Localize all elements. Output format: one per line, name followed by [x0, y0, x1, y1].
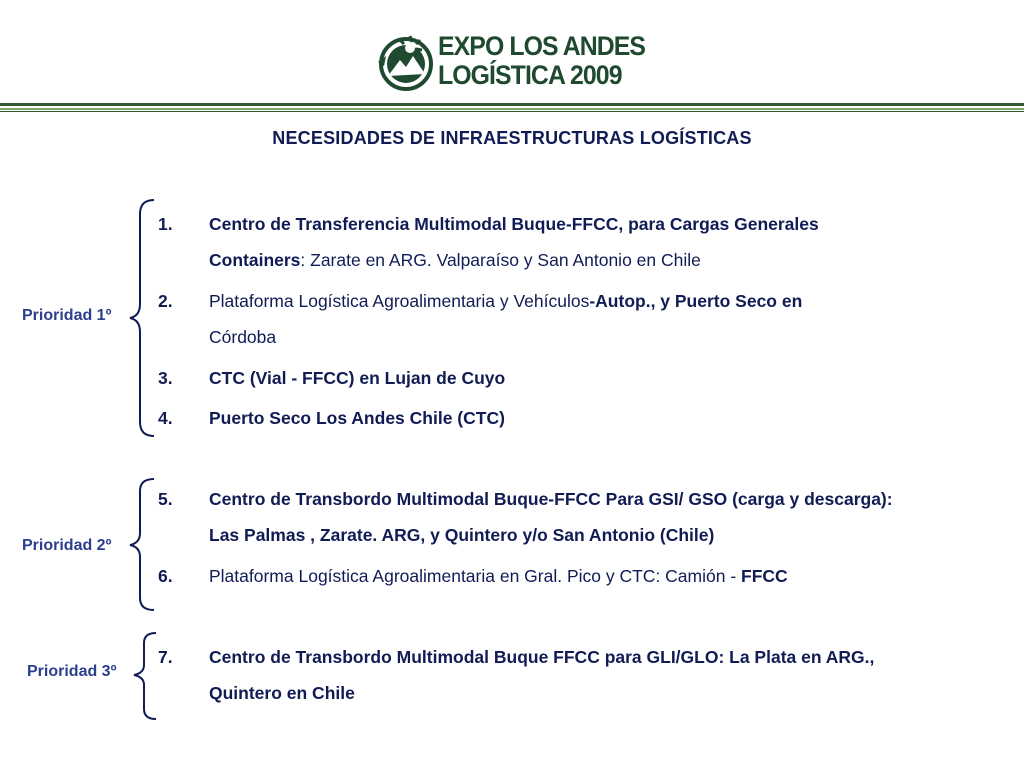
- item-number: 4.: [158, 408, 173, 428]
- item-text: Plataforma Logística Agroalimentaria y Vehículos: [209, 291, 590, 311]
- expo-logo: [376, 30, 646, 96]
- item-line: Centro de Transbordo Multimodal Buque-FFCC Para GSI/ GSO (carga y descarga):: [209, 489, 893, 509]
- slide-title: NECESIDADES DE INFRAESTRUCTURAS LOGÍSTICAS: [272, 128, 752, 148]
- item-text: : Zarate en ARG. Valparaíso y San Antonio en Chile: [300, 250, 701, 270]
- item-text-bold: -Autop., y Puerto Seco en: [589, 291, 803, 311]
- item-line: Centro de Transferencia Multimodal Buque-FFCC, para Cargas Generales: [209, 214, 819, 234]
- item-line: Quintero en Chile: [209, 683, 355, 703]
- item-number: 5.: [158, 489, 173, 509]
- item-number: 6.: [158, 566, 173, 586]
- logo-line-2: LOGÍSTICA 2009: [438, 60, 622, 90]
- item-line: Centro de Transbordo Multimodal Buque FFCC para GLI/GLO: La Plata en ARG.,: [209, 647, 875, 667]
- brace-priority-3: [130, 631, 160, 721]
- priority-label-1: Prioridad 1º: [22, 307, 112, 324]
- priority-label-2: Prioridad 2º: [22, 537, 112, 554]
- item-line: Córdoba: [209, 327, 277, 347]
- item-number: 7.: [158, 647, 173, 667]
- item-line: Las Palmas , Zarate. ARG, y Quintero y/o San Antonio (Chile): [209, 525, 715, 545]
- item-text: Plataforma Logística Agroalimentaria en Gral. Pico y CTC: Camión -: [209, 566, 742, 586]
- header-rule-light: [0, 108, 1024, 110]
- item-text-bold: FFCC: [741, 566, 788, 586]
- item-number: 2.: [158, 291, 173, 311]
- header-rule-dark: [0, 103, 1024, 106]
- item-line: CTC (Vial - FFCC) en Lujan de Cuyo: [209, 368, 506, 388]
- item-number: 1.: [158, 214, 173, 234]
- item-text-bold: Containers: [209, 250, 301, 270]
- logo-line-1: EXPO LOS ANDES: [438, 31, 646, 61]
- priority-label-3: Prioridad 3º: [27, 663, 117, 680]
- mountain-sun-emblem-icon: [376, 32, 436, 92]
- logo-text: [438, 32, 645, 90]
- item-line: Puerto Seco Los Andes Chile (CTC): [209, 408, 505, 428]
- header-rule-thin: [0, 111, 1024, 112]
- brace-priority-2: [126, 477, 158, 612]
- item-number: 3.: [158, 368, 173, 388]
- brace-priority-1: [126, 198, 158, 438]
